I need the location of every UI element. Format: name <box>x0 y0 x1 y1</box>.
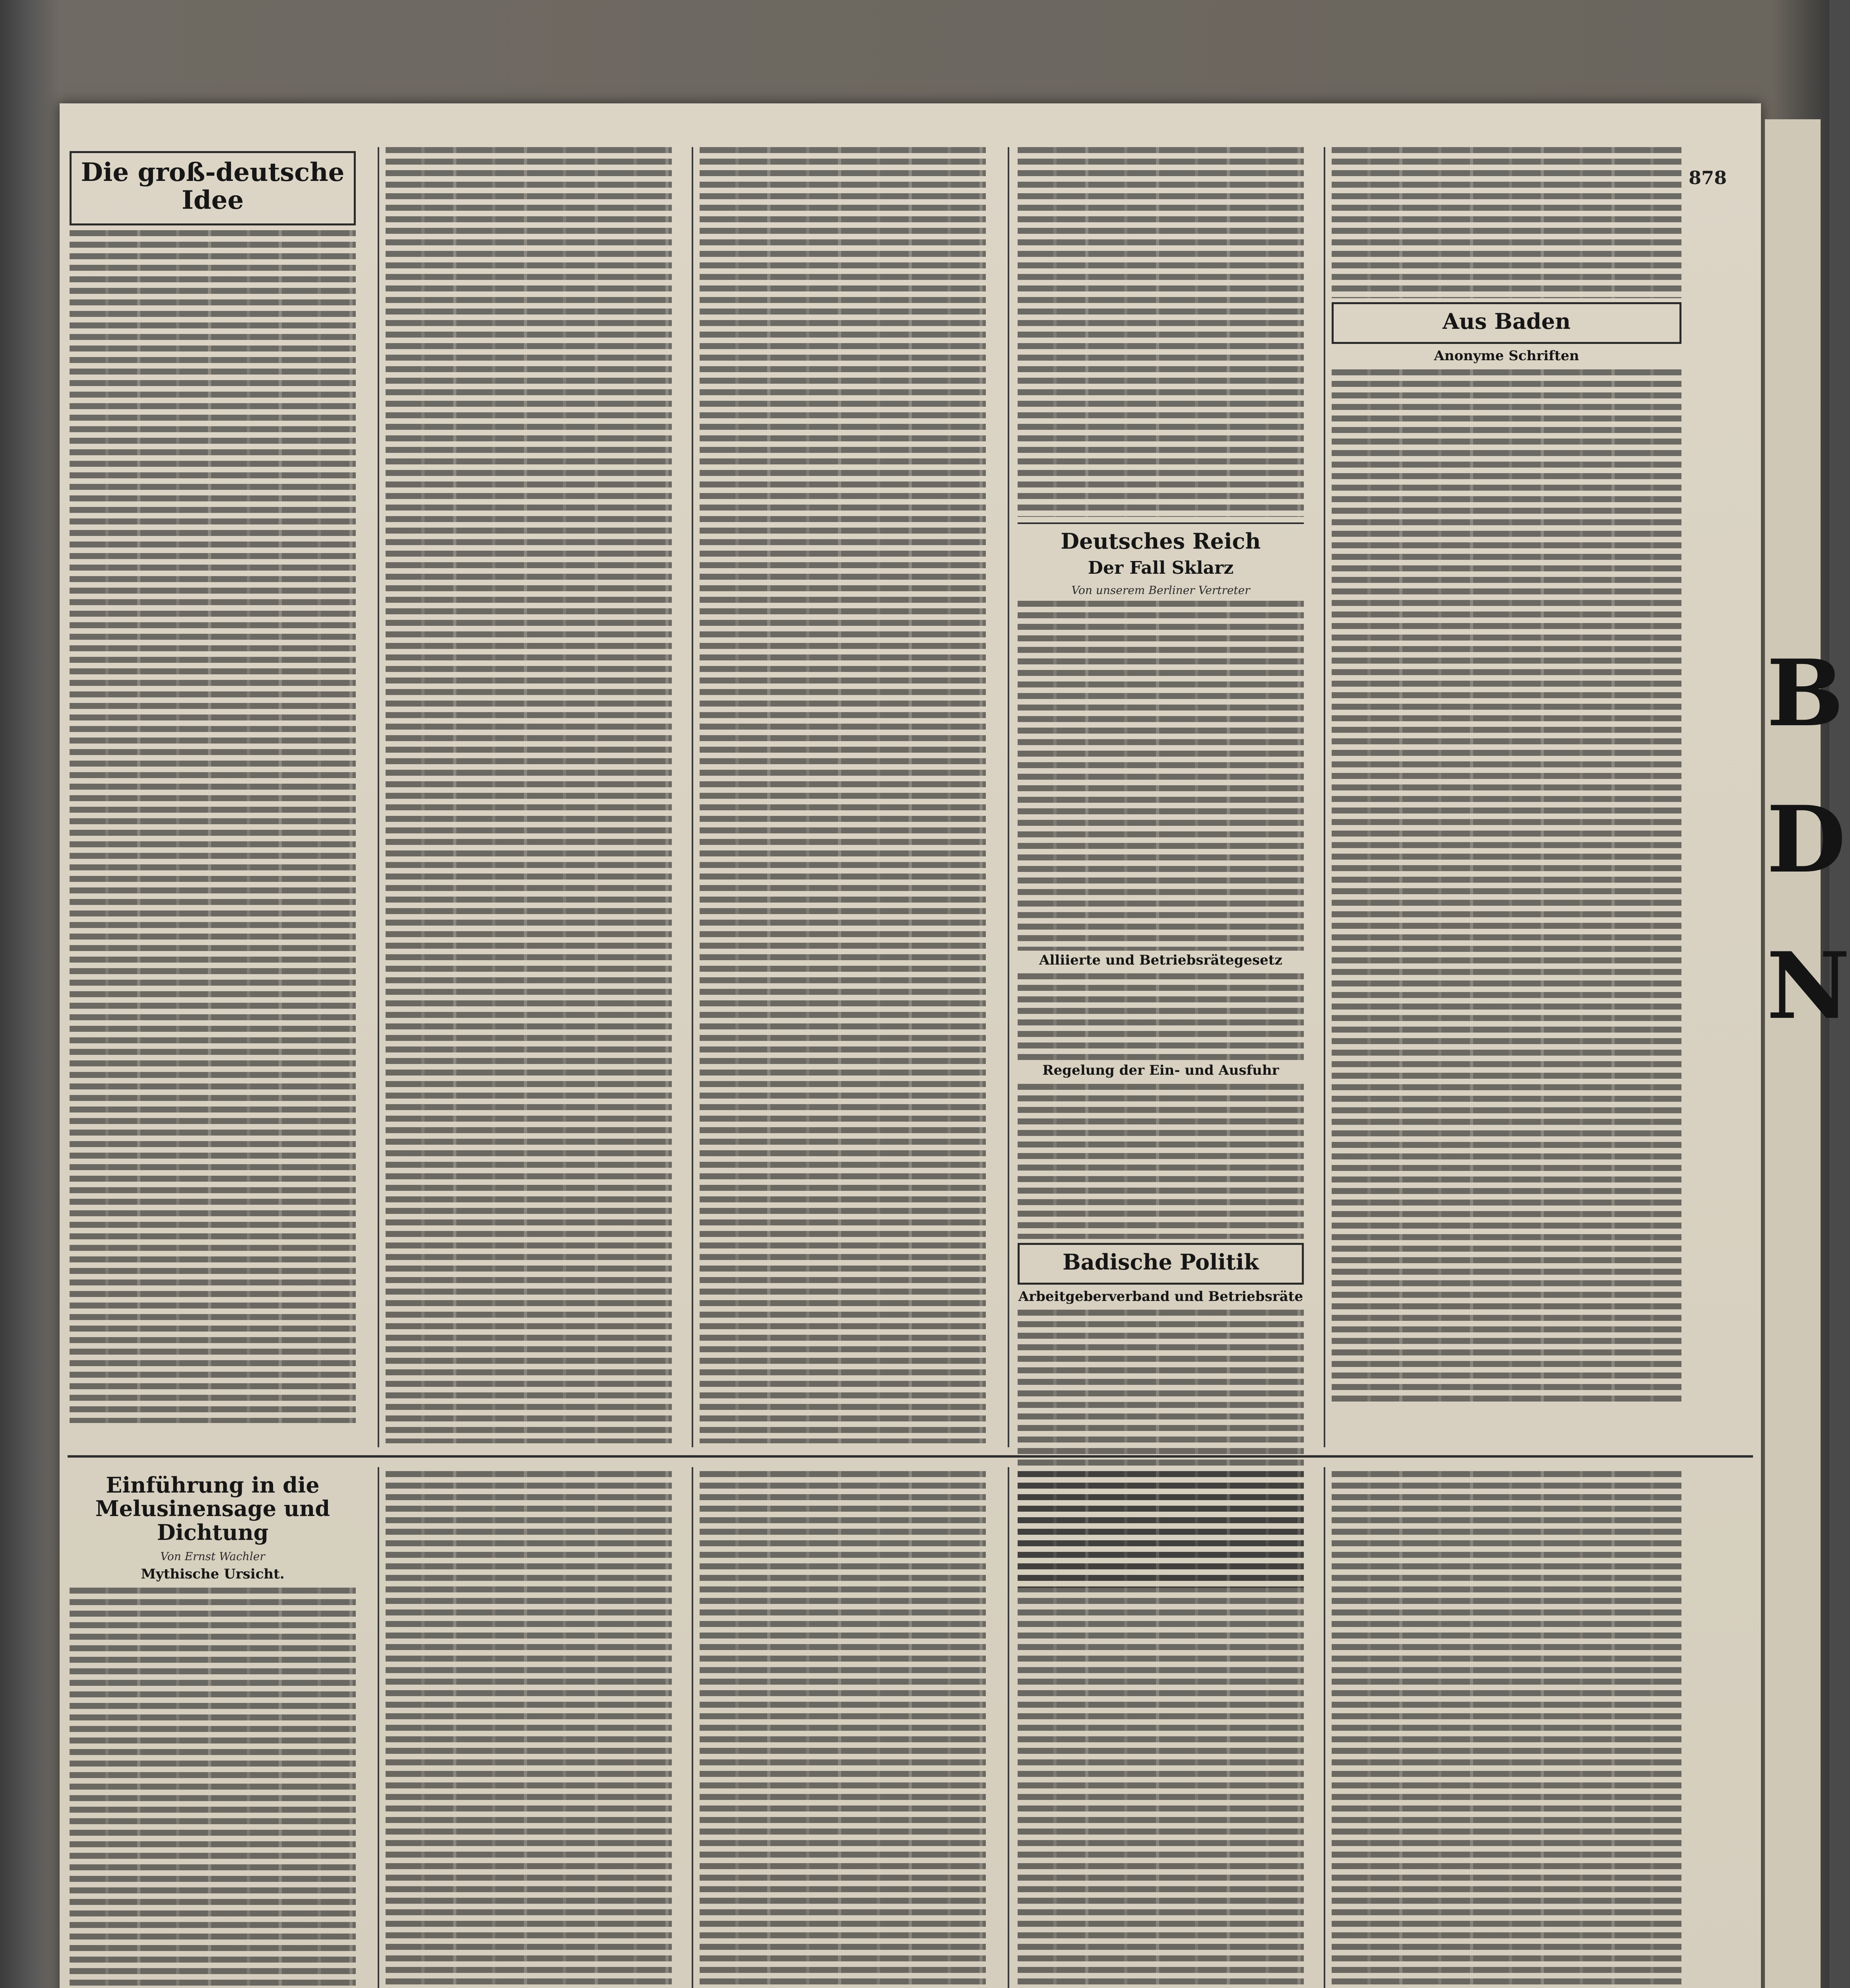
feuilleton-column-3 <box>700 1471 986 1988</box>
article-body-text <box>700 1471 986 1988</box>
section-title-badische-politik: Badische Politik <box>1063 1249 1259 1275</box>
article-body-text <box>1018 1471 1304 1988</box>
page-divider <box>68 1455 1753 1458</box>
article-body-text <box>1332 369 1681 1403</box>
column-separator <box>1008 1467 1009 1988</box>
article-box <box>1332 302 1681 344</box>
column-2 <box>386 147 672 1443</box>
article-byline: Von unserem Berliner Vertreter <box>1071 583 1250 597</box>
feuilleton-column-2 <box>386 1471 672 1988</box>
article-body-text <box>70 1588 356 1988</box>
section-title-deutsches-reich: Deutsches Reich <box>1061 528 1261 554</box>
column-separator <box>378 147 379 1447</box>
column-separator <box>378 1467 379 1988</box>
article-box <box>1018 1243 1304 1285</box>
article-title-fall-sklarz: Der Fall Sklarz <box>1088 558 1234 579</box>
article-box <box>70 151 356 225</box>
column-separator <box>692 147 693 1447</box>
article-title-arbeitgeberverband: Arbeitgeberverband und Betriebsräte <box>1018 1288 1303 1305</box>
article-body-text <box>1332 147 1681 298</box>
feuilleton-column-5 <box>1332 1471 1681 1988</box>
article-title-alliierte: Alliierte und Betriebsrätegesetz <box>1039 952 1282 968</box>
column-5 <box>1332 147 1681 1443</box>
column-4 <box>1018 147 1304 1443</box>
article-title-anonyme-schriften: Anonyme Schriften <box>1434 348 1579 364</box>
column-separator <box>1008 147 1009 1447</box>
article-body-text <box>1018 1084 1304 1239</box>
column-1 <box>70 147 356 1443</box>
column-separator <box>1324 1467 1325 1988</box>
article-body-text <box>386 1471 672 1988</box>
article-body-text <box>1018 601 1304 951</box>
article-body-text <box>700 147 986 1443</box>
column-separator <box>1324 147 1325 1447</box>
page-number: 878 <box>1689 167 1727 188</box>
feuilleton-column-1 <box>70 1471 356 1988</box>
column-3 <box>700 147 986 1443</box>
article-body-text <box>1332 1471 1681 1988</box>
article-body-text <box>1018 147 1304 517</box>
column-separator <box>692 1467 693 1988</box>
section-title-aus-baden: Aus Baden <box>1442 309 1571 334</box>
section-divider <box>1018 522 1304 524</box>
article-byline: Von Ernst Wachler <box>160 1550 265 1563</box>
article-title-grossdeutsche-idee: Die groß-deutsche Idee <box>81 157 345 215</box>
article-title-melusinensage: Einführung in die Melusinensage und Dichtung <box>95 1472 330 1545</box>
feuilleton-column-4 <box>1018 1471 1304 1988</box>
article-body-text <box>1018 973 1304 1061</box>
article-subtitle: Mythische Ursicht. <box>141 1566 285 1582</box>
article-body-text <box>386 147 672 1443</box>
article-title-ein-ausfuhr: Regelung der Ein- und Ausfuhr <box>1042 1062 1279 1079</box>
article-body-text <box>70 230 356 1423</box>
adjacent-page-large-letters: B D N <box>1767 640 1850 1040</box>
